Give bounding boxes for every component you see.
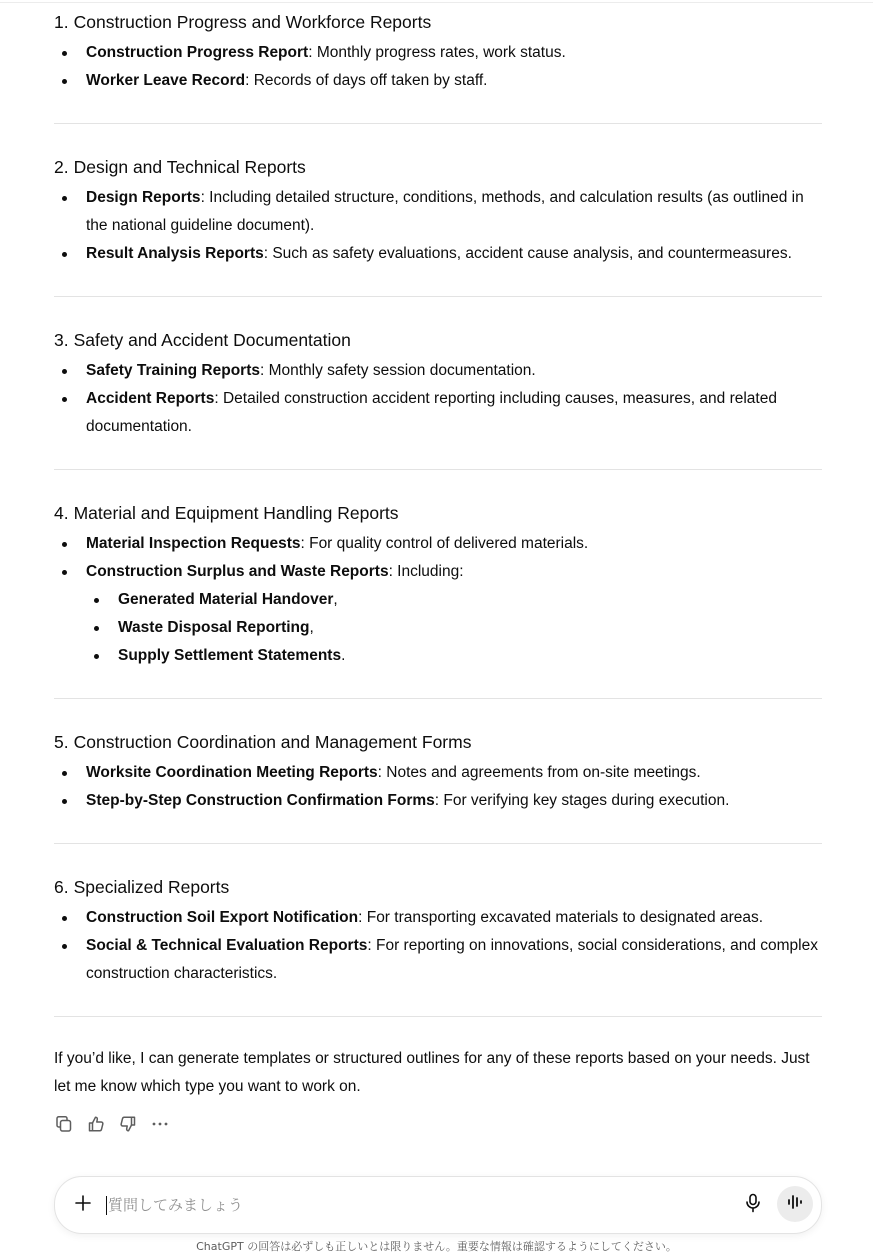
- item-desc: : Including detailed structure, conditions, methods, and calculation results (as outlined in the national guideline document).: [86, 189, 804, 234]
- nested-list-item: [86, 586, 822, 614]
- section-number: 3.: [54, 330, 69, 350]
- list-item: [54, 385, 822, 441]
- voice-waveform-icon: [786, 1193, 804, 1216]
- more-icon: [150, 1114, 170, 1139]
- good-response-button[interactable]: [86, 1115, 118, 1137]
- plus-icon: [74, 1194, 92, 1217]
- list-item: [54, 759, 822, 787]
- list-item: [54, 67, 822, 95]
- item-term: Construction Progress Report: [86, 44, 309, 61]
- section-heading: [54, 10, 822, 34]
- bullet-list: [54, 357, 822, 441]
- list-item: [54, 787, 822, 815]
- section-number: 1.: [54, 12, 69, 32]
- nested-list-item: [86, 642, 822, 670]
- disclaimer-text: ChatGPT の回答は必ずしも正しいとは限りません。重要な情報は確認するようにしてください。: [196, 1240, 677, 1253]
- list-item: [54, 357, 822, 385]
- section-title: Construction Coordination and Management Forms: [73, 732, 472, 752]
- item-desc: : Records of days off taken by staff.: [245, 72, 488, 89]
- item-desc: : For quality control of delivered materials.: [300, 535, 589, 552]
- section-divider: [54, 469, 822, 470]
- section-title: Material and Equipment Handling Reports: [73, 503, 399, 523]
- section-number: 5.: [54, 732, 69, 752]
- section-title: Design and Technical Reports: [73, 157, 306, 177]
- bullet-list: [54, 530, 822, 670]
- list-item: [54, 558, 822, 670]
- item-term: Material Inspection Requests: [86, 535, 301, 552]
- section-2: [54, 155, 822, 268]
- list-item: [54, 39, 822, 67]
- copy-button[interactable]: [54, 1115, 86, 1137]
- item-desc: ,: [333, 591, 338, 608]
- item-desc: : For verifying key stages during execution.: [434, 792, 730, 809]
- section-heading: [54, 328, 822, 352]
- voice-mode-button[interactable]: [777, 1186, 813, 1222]
- copy-icon: [54, 1114, 74, 1139]
- message-actions: [54, 1115, 182, 1137]
- item-term: Construction Soil Export Notification: [86, 909, 359, 926]
- item-desc: : Including:: [388, 563, 464, 580]
- item-term: Social & Technical Evaluation Reports: [86, 937, 368, 954]
- item-desc: ,: [309, 619, 314, 636]
- item-desc: : Detailed construction accident reporting including causes, measures, and related documentation.: [86, 390, 777, 435]
- list-item: [54, 530, 822, 558]
- item-term: Safety Training Reports: [86, 362, 260, 379]
- section-3: [54, 328, 822, 441]
- section-heading: [54, 730, 822, 754]
- item-desc: .: [341, 647, 346, 664]
- list-item: [54, 932, 822, 988]
- item-desc: : For reporting on innovations, social considerations, and complex construction characteristics.: [86, 937, 818, 982]
- message-composer: [54, 1176, 822, 1234]
- thumbs-up-icon: [86, 1114, 106, 1139]
- more-actions-button[interactable]: [150, 1115, 182, 1137]
- section-heading: [54, 501, 822, 525]
- section-6: [54, 875, 822, 988]
- item-term: Step-by-Step Construction Confirmation Forms: [86, 792, 435, 809]
- item-term: Accident Reports: [86, 390, 215, 407]
- section-divider: [54, 1016, 822, 1017]
- item-term: Generated Material Handover: [118, 591, 334, 608]
- item-term: Waste Disposal Reporting: [118, 619, 310, 636]
- list-item: [54, 904, 822, 932]
- item-term: Result Analysis Reports: [86, 245, 264, 262]
- item-desc: : Monthly progress rates, work status.: [308, 44, 566, 61]
- item-term: Worksite Coordination Meeting Reports: [86, 764, 378, 781]
- bullet-list: [54, 759, 822, 815]
- section-divider: [54, 296, 822, 297]
- list-item: [54, 184, 822, 240]
- section-4: [54, 501, 822, 670]
- section-divider: [54, 123, 822, 124]
- closing-paragraph: If you’d like, I can generate templates or structured outlines for any of these reports based on your needs. Just let me know which type you want to work on.: [54, 1050, 810, 1095]
- item-term: Construction Surplus and Waste Reports: [86, 563, 389, 580]
- dictate-button[interactable]: [741, 1193, 765, 1217]
- section-divider: [54, 843, 822, 844]
- bad-response-button[interactable]: [118, 1115, 150, 1137]
- section-title: Construction Progress and Workforce Reports: [73, 12, 432, 32]
- list-item: [54, 240, 822, 268]
- section-number: 6.: [54, 877, 69, 897]
- prompt-input[interactable]: [108, 1191, 718, 1219]
- text-cursor: [106, 1196, 107, 1215]
- bullet-list: [54, 184, 822, 268]
- item-term: Design Reports: [86, 189, 201, 206]
- prompt-input-wrapper: [106, 1191, 726, 1219]
- nested-bullet-list: [86, 586, 822, 670]
- bullet-list: [54, 904, 822, 988]
- top-divider: [0, 2, 873, 3]
- section-heading: [54, 875, 822, 899]
- section-heading: [54, 155, 822, 179]
- section-5: [54, 730, 822, 815]
- bullet-list: [54, 39, 822, 95]
- section-number: 2.: [54, 157, 69, 177]
- item-term: Worker Leave Record: [86, 72, 246, 89]
- item-desc: : Monthly safety session documentation.: [259, 362, 536, 379]
- section-number: 4.: [54, 503, 69, 523]
- item-desc: : Notes and agreements from on-site meetings.: [377, 764, 701, 781]
- item-desc: : For transporting excavated materials to designated areas.: [358, 909, 764, 926]
- microphone-icon: [744, 1193, 762, 1218]
- item-term: Supply Settlement Statements: [118, 647, 342, 664]
- item-desc: : Such as safety evaluations, accident cause analysis, and countermeasures.: [263, 245, 792, 262]
- section-title: Specialized Reports: [73, 877, 230, 897]
- nested-list-item: [86, 614, 822, 642]
- add-attachment-button[interactable]: [71, 1193, 95, 1217]
- section-title: Safety and Accident Documentation: [73, 330, 351, 350]
- thumbs-down-icon: [118, 1114, 138, 1139]
- section-divider: [54, 698, 822, 699]
- section-1: [54, 10, 822, 95]
